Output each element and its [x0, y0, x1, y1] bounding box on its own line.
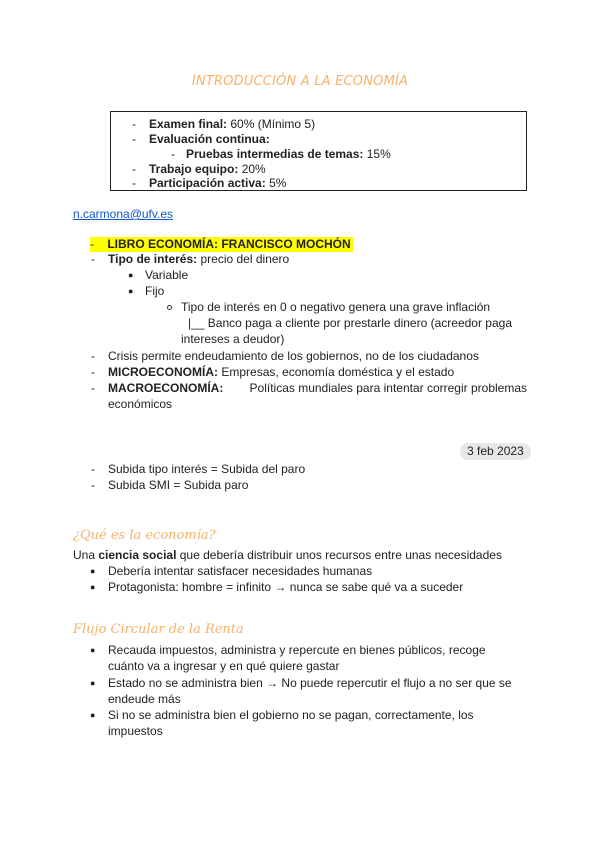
macro-note-line2: económicos	[108, 397, 173, 411]
dash-marker: -	[132, 132, 136, 146]
bullet-icon: ●	[128, 270, 134, 280]
bullet-icon: ●	[90, 710, 96, 720]
bullet-icon: ●	[128, 286, 134, 296]
after-date-item: Subida tipo interés = Subida del paro	[108, 462, 306, 476]
dash-marker: -	[132, 176, 136, 190]
book-note: - LIBRO ECONOMÍA: FRANCISCO MOCHÓN	[90, 237, 351, 251]
grading-item-participation: Participación activa: 5%	[149, 176, 287, 190]
economy-bullet: Debería intentar satisfacer necesidades humanas	[108, 564, 373, 578]
dash-marker: -	[132, 162, 136, 176]
flow-bullet-line2: endeude más	[108, 692, 181, 706]
flow-bullet-line2: impuestos	[108, 724, 163, 738]
bullet-icon: ●	[90, 582, 96, 592]
interest-note: Tipo de interés: precio del dinero	[108, 252, 290, 266]
grading-item-continuous: Evaluación continua:	[149, 132, 270, 146]
dash-marker: -	[91, 349, 95, 363]
dash-marker: -	[91, 462, 95, 476]
grading-box	[110, 111, 527, 191]
flow-bullet-line1: Si no se administra bien el gobierno no se pagan, correctamente, los	[108, 708, 474, 722]
flow-bullet-line2: cuánto va a ingresar y en qué quiere gastar	[108, 659, 340, 673]
after-date-item: Subida SMI = Subida paro	[108, 478, 249, 492]
section-title-circular-flow: Flujo Circular de la Renta	[73, 622, 244, 637]
interest-variable: Variable	[145, 268, 189, 282]
dash-marker: -	[171, 147, 175, 161]
bullet-icon: ●	[90, 566, 96, 576]
bullet-icon: ●	[90, 645, 96, 655]
dash-marker: -	[91, 365, 95, 379]
dash-marker: -	[91, 252, 95, 266]
bank-note-line2: intereses a deudor)	[181, 332, 285, 346]
email-link[interactable]: n.carmona@ufv.es	[73, 207, 174, 221]
grading-item-team: Trabajo equipo: 20%	[149, 162, 266, 176]
flow-bullet-line1: Estado no se administra bien → No puede repercutir el flujo a no ser que se	[108, 676, 512, 690]
section-title-economy: ¿Qué es la economía?	[73, 528, 216, 543]
macro-note: MACROECONOMÍA: Políticas mundiales para intentar corregir problemas	[108, 381, 527, 395]
grading-item-tests: Pruebas intermedias de temas: 15%	[186, 147, 391, 161]
date-chip[interactable]: 3 feb 2023	[460, 443, 531, 460]
document-title: INTRODUCCIÓN A LA ECONOMÍA	[191, 74, 409, 89]
circle-bullet-icon	[167, 305, 172, 310]
bank-note-line1: |__ Banco paga a cliente por prestarle dinero (acreedor paga	[188, 316, 512, 330]
dash-marker: -	[91, 478, 95, 492]
zero-rate-note: Tipo de interés en 0 o negativo genera una grave inflación	[181, 300, 491, 314]
grading-item-exam: Examen final: 60% (Mínimo 5)	[149, 117, 316, 131]
bullet-icon: ●	[90, 678, 96, 688]
interest-fixed: Fijo	[145, 284, 165, 298]
flow-bullet-line1: Recauda impuestos, administra y repercute en bienes públicos, recoge	[108, 643, 486, 657]
crisis-note: Crisis permite endeudamiento de los gobiernos, no de los ciudadanos	[108, 349, 479, 363]
economy-definition: Una ciencia social que debería distribuir unos recursos entre unas necesidades	[73, 548, 502, 562]
dash-marker: -	[132, 117, 136, 131]
economy-bullet: Protagonista: hombre = infinito → nunca se sabe qué va a suceder	[108, 580, 464, 594]
dash-marker: -	[91, 381, 95, 395]
micro-note: MICROECONOMÍA: Empresas, economía doméstica y el estado	[108, 365, 455, 379]
